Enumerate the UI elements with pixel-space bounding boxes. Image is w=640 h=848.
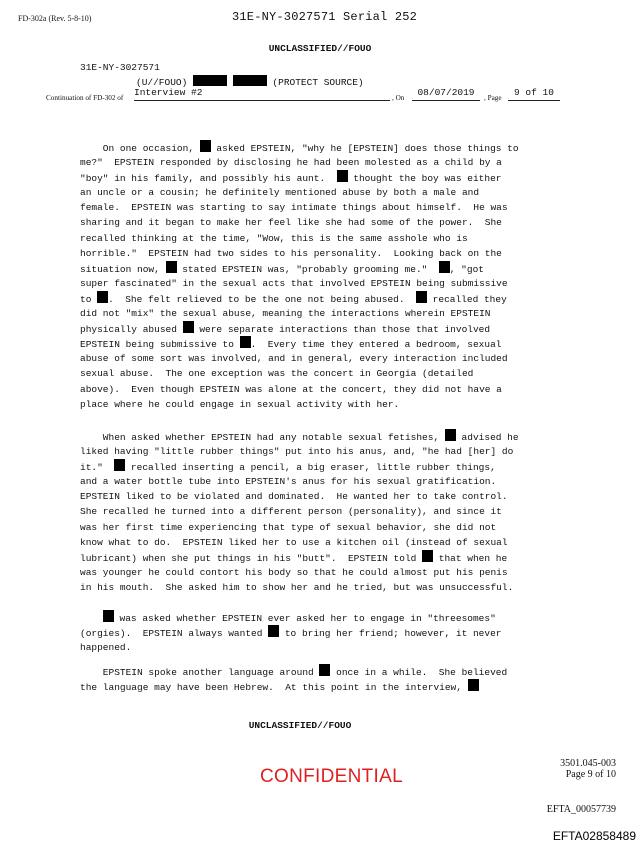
redaction-block [183,321,194,333]
classification-header: UNCLASSIFIED//FOUO [268,43,372,54]
text-line: sexual abuse. The one exception was the concert in Georgia (detailed [80,368,474,380]
redaction-block [439,261,450,273]
text-line: me?" EPSTEIN responded by disclosing he had been molested as a child by a [80,157,502,169]
text-line: it." recalled inserting a pencil, a big eraser, little rubber things, [80,459,564,474]
redaction-block [468,679,479,691]
paragraph-4 [80,664,564,694]
redaction-block [337,170,348,182]
text-line: know what to do. EPSTEIN liked her to use a kitchen oil (instead of sexual [80,536,508,548]
protect-prefix: (U//FOUO) [136,77,188,88]
text-line: lubricant) when she put things in his "butt". EPSTEIN told that when he [80,550,564,565]
serial-number: 31E-NY-3027571 Serial 252 [232,10,418,24]
text-line: physically abused were separate interactions than those that involved [80,321,564,336]
doc-page-ref: Page 9 of 10 [565,769,616,780]
file-number: 31E-NY-3027571 [80,62,160,73]
doc-ref-number: 3501.045-003 [560,758,616,769]
text-line: sharing and it began to make her feel like she had some of the power. She [80,217,502,229]
page-label: , Page [484,94,502,102]
text-line: was her first time experiencing that type of sexual behavior, she did not [80,521,497,533]
text-line: an uncle or a cousin; he definitely mentioned abuse by both a male and [80,187,480,199]
form-number: FD-302a (Rev. 5-8-10) [18,14,92,23]
text-line: "boy" in his family, and possibly his aunt. thought the boy was either [80,170,564,185]
text-line: When asked whether EPSTEIN had any notable sexual fetishes, advised he [80,429,564,444]
text-line: in his mouth. She asked him to show her and he tried, but was unsuccessful. [80,581,514,593]
text-line: super fascinated" in the sexual acts that involved EPSTEIN being submissive [80,277,508,289]
text-line: recalled thinking at the time, "Wow, this is the same asshole who is [80,232,468,244]
text-line: EPSTEIN spoke another language around once in a while. She believed [80,664,564,679]
redaction-block [233,75,267,86]
text-line: happened. [80,642,132,654]
text-line: above). Even though EPSTEIN was alone at the concert, they did not have a [80,383,502,395]
redaction-block [240,336,251,348]
text-line: and a water bottle tube into EPSTEIN's anus for his sexual gratification. [80,476,497,488]
text-line: did not "mix" the sexual abuse, meaning the interactions wherein EPSTEIN [80,308,491,320]
text-line: EPSTEIN liked to be violated and dominated. He wanted her to take control. [80,491,508,503]
text-line: place where he could engage in sexual activity with her. [80,398,400,410]
text-line: was younger he could contort his body so that he could almost put his penis [80,566,508,578]
interview-date: 08/07/2019 [412,87,480,101]
text-line: situation now, stated EPSTEIN was, "probably grooming me." , "got [80,261,564,276]
paragraph-1 [80,140,564,412]
continuation-label: Continuation of FD-302 of [46,94,124,102]
paragraph-2 [80,429,564,595]
text-line: horrible." EPSTEIN had two sides to his personality. Looking back on the [80,247,502,259]
continuation-value: Interview #2 [134,87,390,101]
protect-suffix: (PROTECT SOURCE) [272,77,364,88]
redaction-block [193,75,227,86]
efta-number-small: EFTA_00057739 [546,804,616,815]
document-reference [540,758,616,780]
redaction-block [103,610,114,622]
redaction-block [97,291,108,303]
date-label: , On [392,94,405,102]
redaction-block [166,261,177,273]
redaction-block [422,550,433,562]
redaction-block [445,429,456,441]
text-line: liked having "little rubber things" put into his anus, and, "he had [her] do [80,446,514,458]
redaction-block [319,664,330,676]
redaction-block [200,140,211,152]
text-line: EPSTEIN being submissive to . Every time they entered a bedroom, sexual [80,336,564,351]
text-line: abuse of some sort was involved, and in general, every interaction included [80,353,508,365]
text-line: On one occasion, asked EPSTEIN, "why he [EPSTEIN] does those things to [80,140,564,155]
text-line: (orgies). EPSTEIN always wanted to bring her friend; however, it never [80,625,564,640]
text-line: She recalled he turned into a different person (personality), and since it [80,506,502,518]
redaction-block [416,291,427,303]
page-value: 9 of 10 [508,87,560,101]
text-line: was asked whether EPSTEIN ever asked her to engage in "threesomes" [80,610,564,625]
redaction-block [114,459,125,471]
text-line: to . She felt relieved to be the one not being abused. recalled they [80,291,564,306]
text-line: female. EPSTEIN was starting to say intimate things about himself. He was [80,202,508,214]
text-line: the language may have been Hebrew. At this point in the interview, [80,679,564,694]
classification-footer: UNCLASSIFIED//FOUO [248,720,352,731]
redaction-block [268,625,279,637]
paragraph-3 [80,610,564,655]
efta-number-large: EFTA02858489 [552,829,636,843]
confidential-stamp: CONFIDENTIAL [260,766,403,787]
